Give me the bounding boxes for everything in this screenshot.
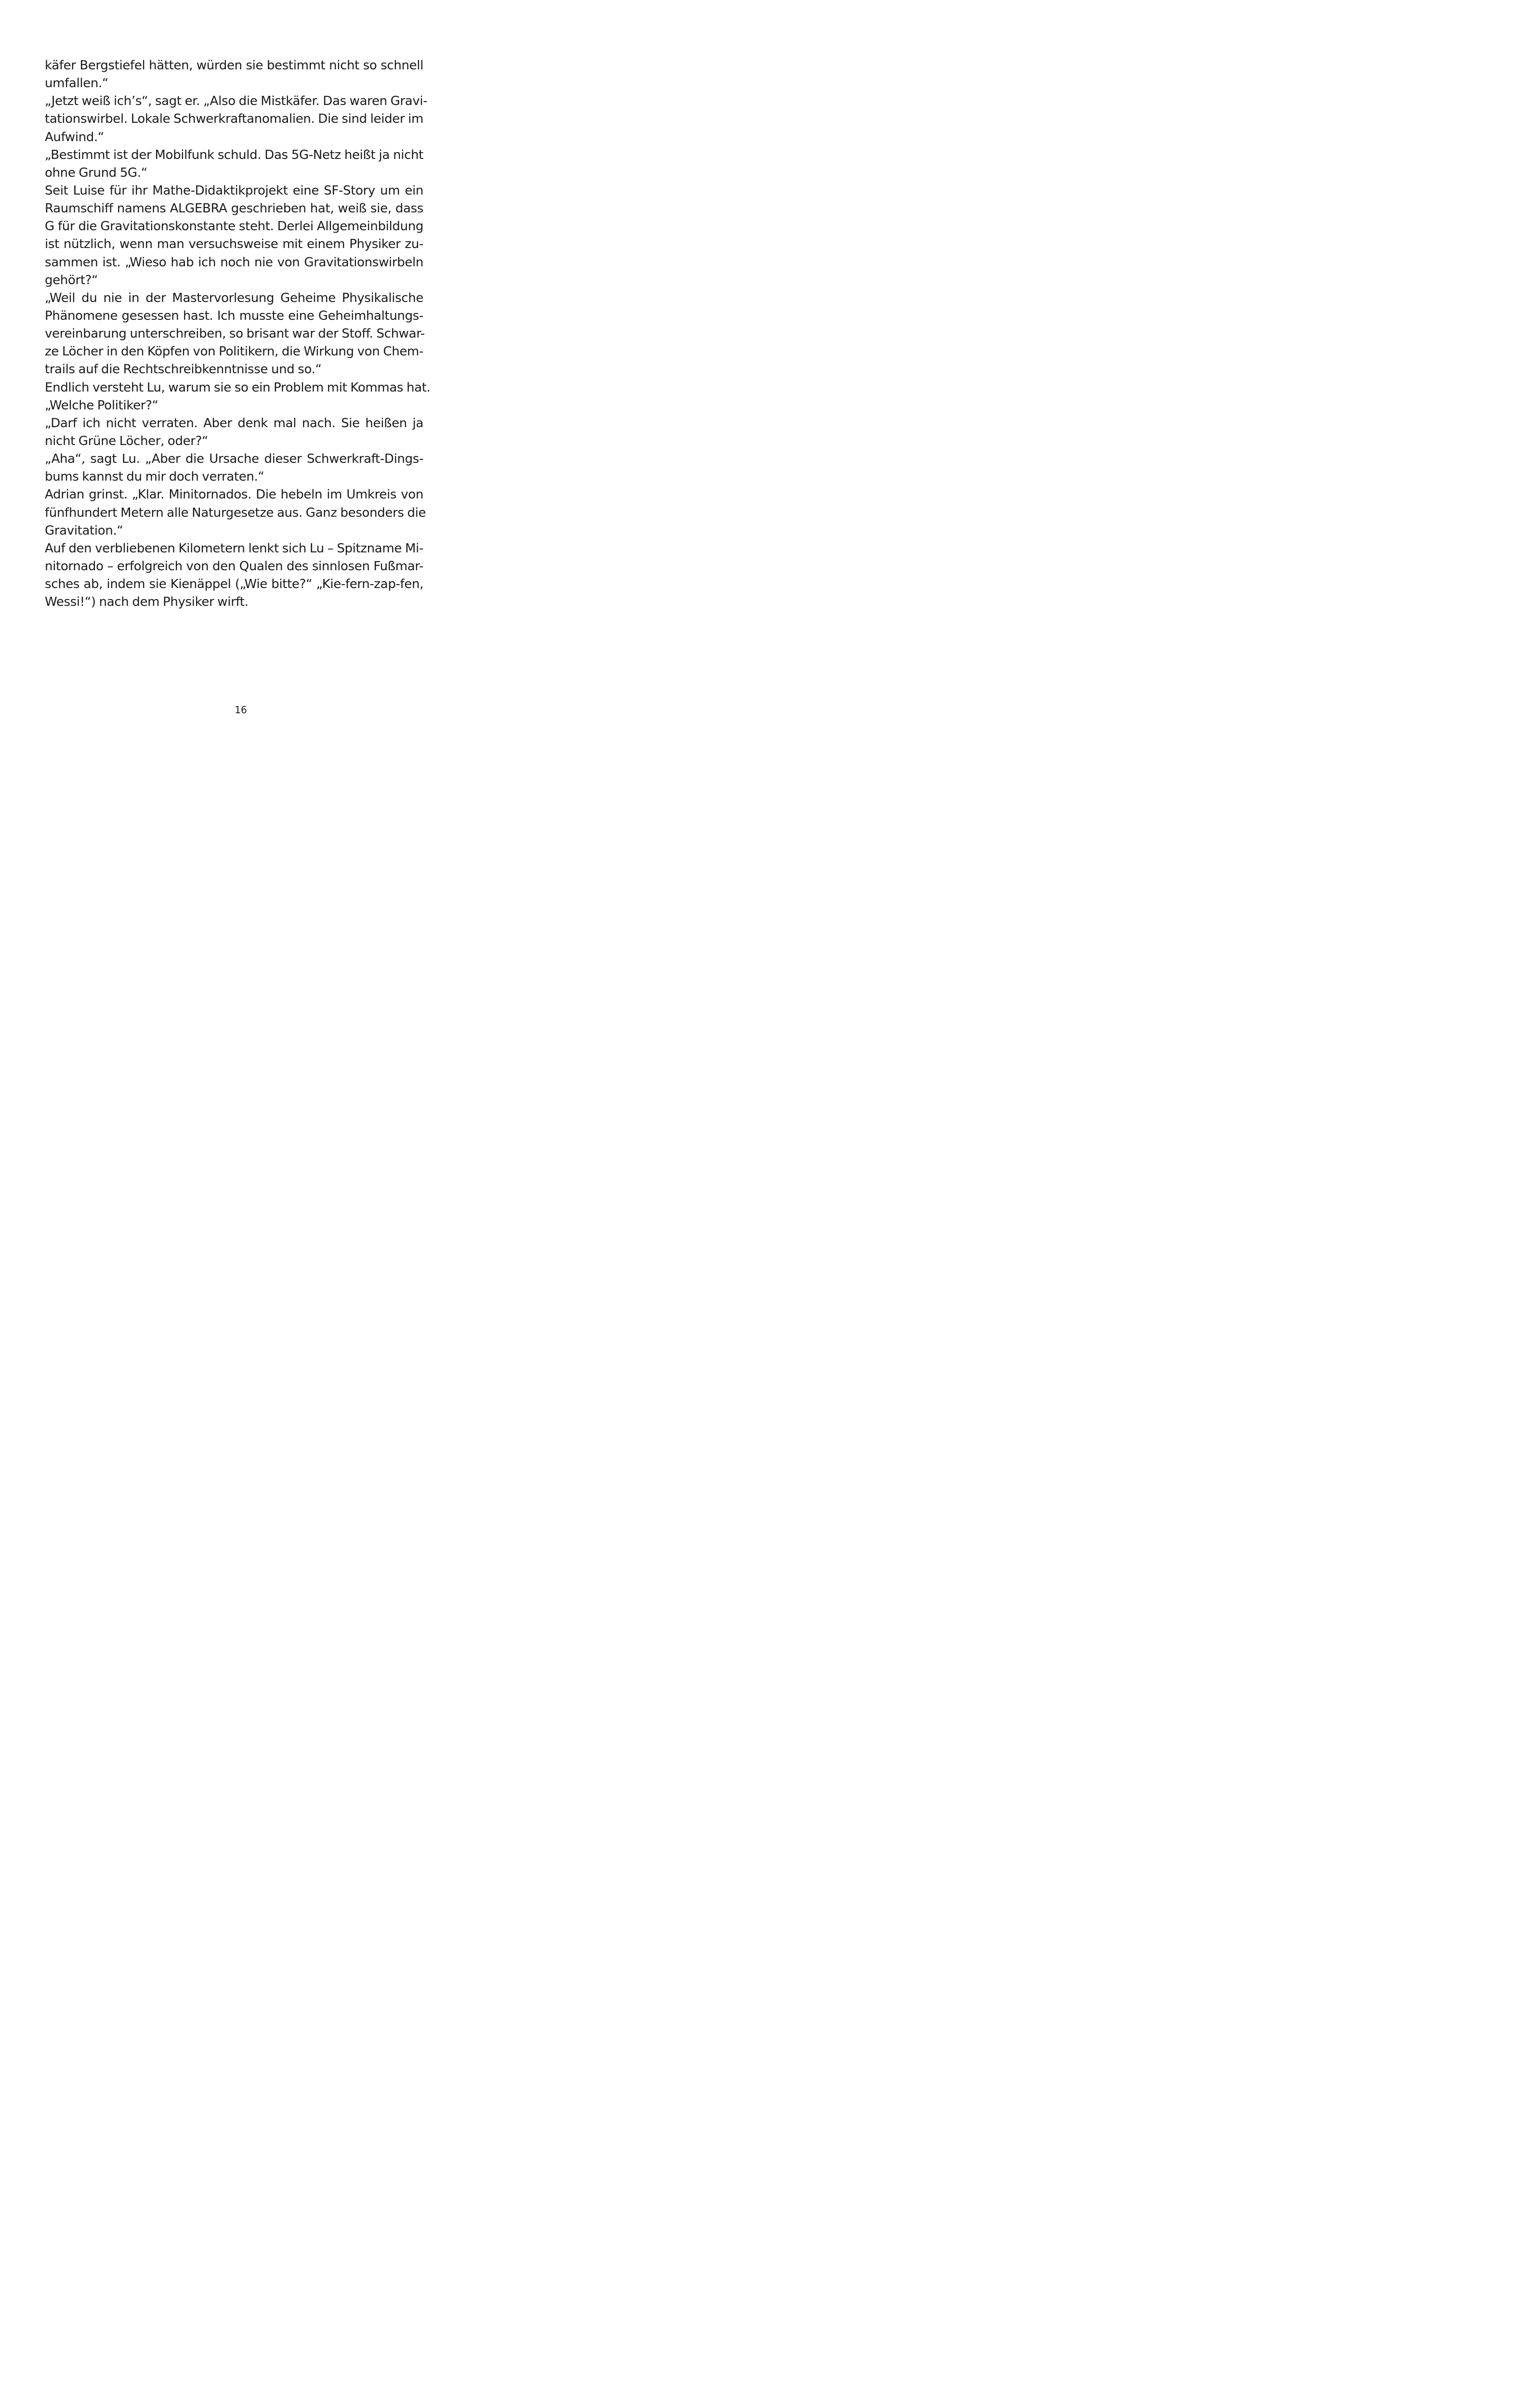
text-line: umfallen.“ [45,76,109,91]
text-line: sches ab, indem sie Kienäppel („Wie bitte?“ „Kie-fern-zap-fen, [45,577,423,592]
text-line: käfer Bergstiefel hätten, würden sie bestimmt nicht so schnell [45,58,423,73]
text-line: Wessi!“) nach dem Physiker wirft. [45,595,249,610]
text-line: „Darf ich nicht verraten. Aber denk mal nach. Sie heißen ja [45,416,423,431]
text-line: ze Löcher in den Köpfen von Politikern, die Wirkung von Chem- [45,344,423,359]
text-line: trails auf die Rechtschreibkenntnisse und so.“ [45,362,322,377]
text-line: G für die Gravitationskonstante steht. Derlei Allgemeinbildung [45,219,423,234]
text-line: bums kannst du mir doch verraten.“ [45,470,264,484]
text-line: Raumschiff namens ALGEBRA geschrieben hat, weiß sie, dass [45,201,423,216]
text-line: „Weil du nie in der Mastervorlesung Geheime Physikalische [45,290,423,305]
text-line: Seit Luise für ihr Mathe-Didaktikprojekt eine SF-Story um ein [45,183,423,198]
text-line: „Aha“, sagt Lu. „Aber die Ursache dieser Schwerkraft-Dings- [45,452,423,467]
text-line: Gravitation.“ [45,523,123,538]
book-page [0,0,482,767]
text-line: Auf den verbliebenen Kilometern lenkt sich Lu – Spitzname Mi- [45,541,423,556]
text-line: fünfhundert Metern alle Naturgesetze aus. Ganz besonders die [45,505,426,520]
text-line: nicht Grüne Löcher, oder?“ [45,433,209,448]
page-number: 16 [235,704,247,716]
text-line: ohne Grund 5G.“ [45,165,147,180]
text-line: ist nützlich, wenn man versuchsweise mit einem Physiker zu- [45,237,423,252]
text-line: Phänomene gesessen hast. Ich musste eine Geheimhaltungs- [45,308,423,323]
text-line: „Welche Politiker?“ [45,398,158,413]
text-line: Endlich versteht Lu, warum sie so ein Problem mit Kommas hat. [45,380,431,395]
text-line: gehört?“ [45,273,98,288]
text-line: Adrian grinst. „Klar. Minitornados. Die hebeln im Umkreis von [45,487,423,502]
text-line: tationswirbel. Lokale Schwerkraftanomalien. Die sind leider im [45,112,423,127]
text-line: nitornado – erfolgreich von den Qualen des sinnlosen Fußmar- [45,559,423,574]
body-text [45,57,431,611]
text-line: sammen ist. „Wieso hab ich noch nie von Gravitationswirbeln [45,255,423,270]
text-line: vereinbarung unterschreiben, so brisant war der Stoff. Schwar- [45,327,425,341]
text-line: „Bestimmt ist der Mobilfunk schuld. Das 5G-Netz heißt ja nicht [45,147,423,162]
text-line: „Jetzt weiß ich’s“, sagt er. „Also die Mistkäfer. Das waren Gravi- [45,94,428,109]
text-line: Aufwind.“ [45,130,105,144]
